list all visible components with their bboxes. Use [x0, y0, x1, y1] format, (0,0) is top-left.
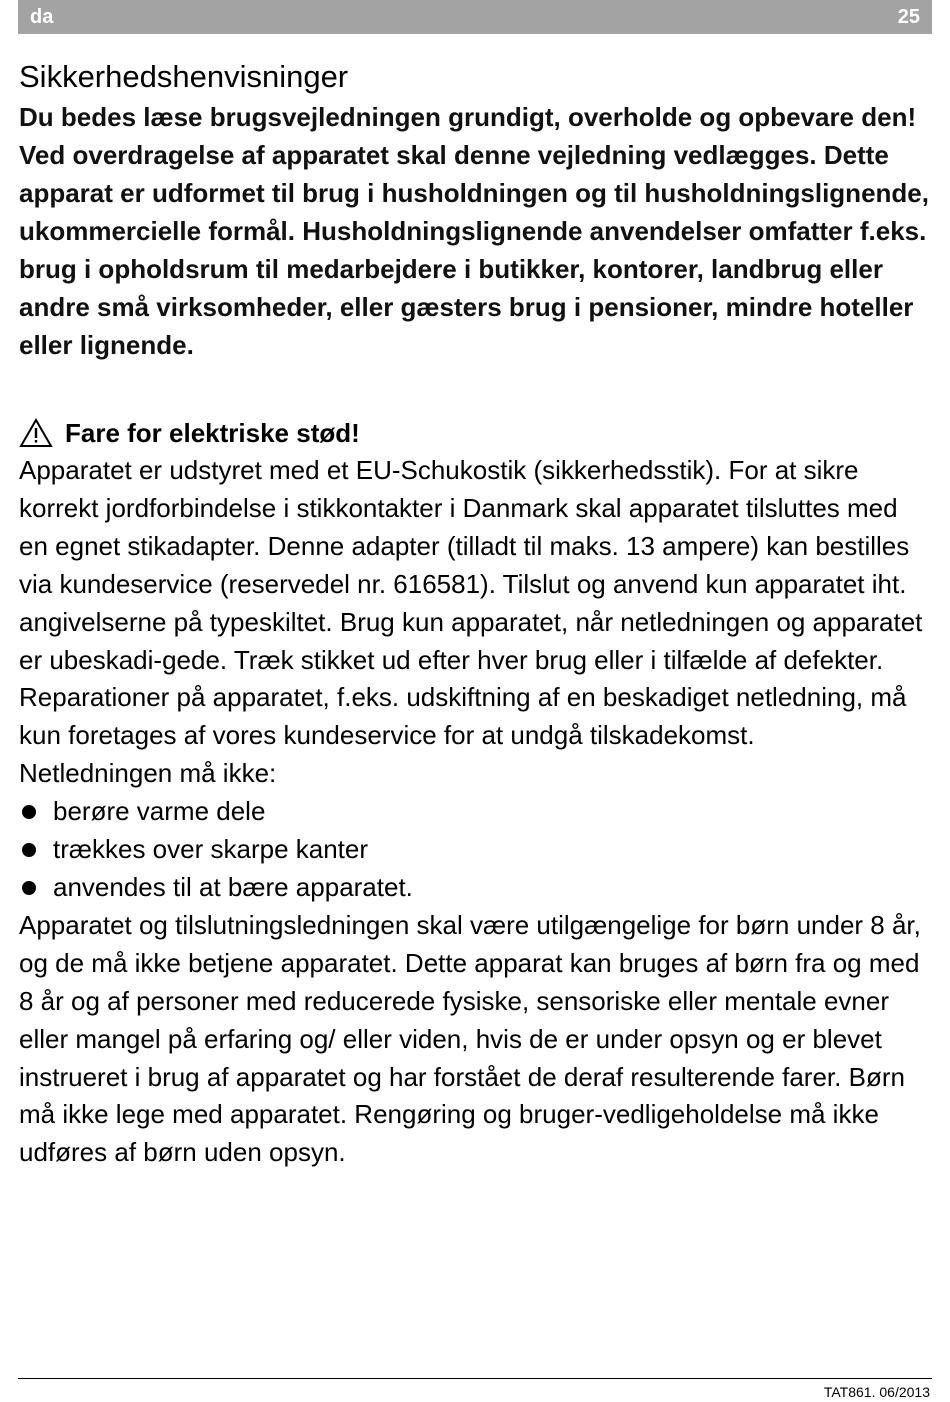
- bullet-icon: [22, 881, 36, 895]
- warning-triangle-icon: [19, 418, 53, 448]
- footer: [824, 1384, 930, 1400]
- list-item: trækkes over skarpe kanter: [19, 831, 931, 869]
- page-title: Sikkerhedshenvisninger: [19, 59, 349, 94]
- cord-list: [19, 793, 931, 907]
- intro-paragraph: Du bedes læse brugsvejledningen grundigt, overholde og opbevare den! Ved overdragelse af apparatet skal denne vejledning vedlægges. Dette apparat er udformet til brug i husholdningen og til husholdningslignende, ukommercielle formål. Husholdningslignende anvendelser omfatter f.eks. brug i opholdsrum til medarbejdere i butikker, kontorer, landbrug eller andre små virksomheder, eller gæsters brug i pensioner, mindre hoteller eller lignende.: [19, 102, 929, 360]
- list-item: anvendes til at bære apparatet.: [19, 869, 931, 907]
- electric-shock-warning: [19, 414, 931, 452]
- bullet-icon: [22, 843, 36, 857]
- model-number: TAT861.: [823, 1384, 876, 1400]
- page-number: 25: [897, 6, 920, 28]
- page-content: [19, 56, 931, 1172]
- cord-intro: Netledningen må ikke:: [19, 758, 277, 789]
- footer-divider: [18, 1378, 932, 1379]
- children-paragraph: Apparatet og tilslutningsledningen skal være utilgængelige for børn under 8 år, og de må ikke betjene apparatet. Dette apparat kan bruges af børn fra og med 8 år og af personer med reducerede fysiske, sensoriske eller mentale evner eller mangel på erfaring og/ eller viden, hvis de er under opsyn og er blevet instrueret i brug af apparatet og har forstået de deraf resulterende farer. Børn må ikke lege med apparatet. Rengøring og bruger-vedligeholdelse må ikke udføres af børn uden opsyn.: [19, 909, 921, 1168]
- language-code: da: [30, 6, 54, 28]
- plug-paragraph: Apparatet er udstyret med et EU-Schukostik (sikkerhedsstik). For at sikre korrekt jordforbindelse i stikkontakter i Danmark skal apparatet tilsluttes med en egnet stikadapter. Denne adapter (tilladt til maks. 13 ampere) kan bestilles via kundeservice (reservedel nr. 616581). Tilslut og anvend kun apparatet iht. angivelserne på typeskiltet. Brug kun apparatet, når netledningen og apparatet er ubeskadi-gede. Træk stikket ud efter hver brug eller i tilfælde af defekter. Reparationer på apparatet, f.eks. udskiftning af en beskadiget netledning, må kun foretages af vores kundeservice for at undgå tilskadekomst.: [19, 455, 923, 751]
- bullet-icon: [22, 805, 36, 819]
- page-header-bar: [18, 0, 932, 34]
- edition-date: 06/2013: [879, 1384, 930, 1400]
- warning-heading: Fare for elektriske stød!: [65, 418, 360, 448]
- list-item: berøre varme dele: [19, 793, 931, 831]
